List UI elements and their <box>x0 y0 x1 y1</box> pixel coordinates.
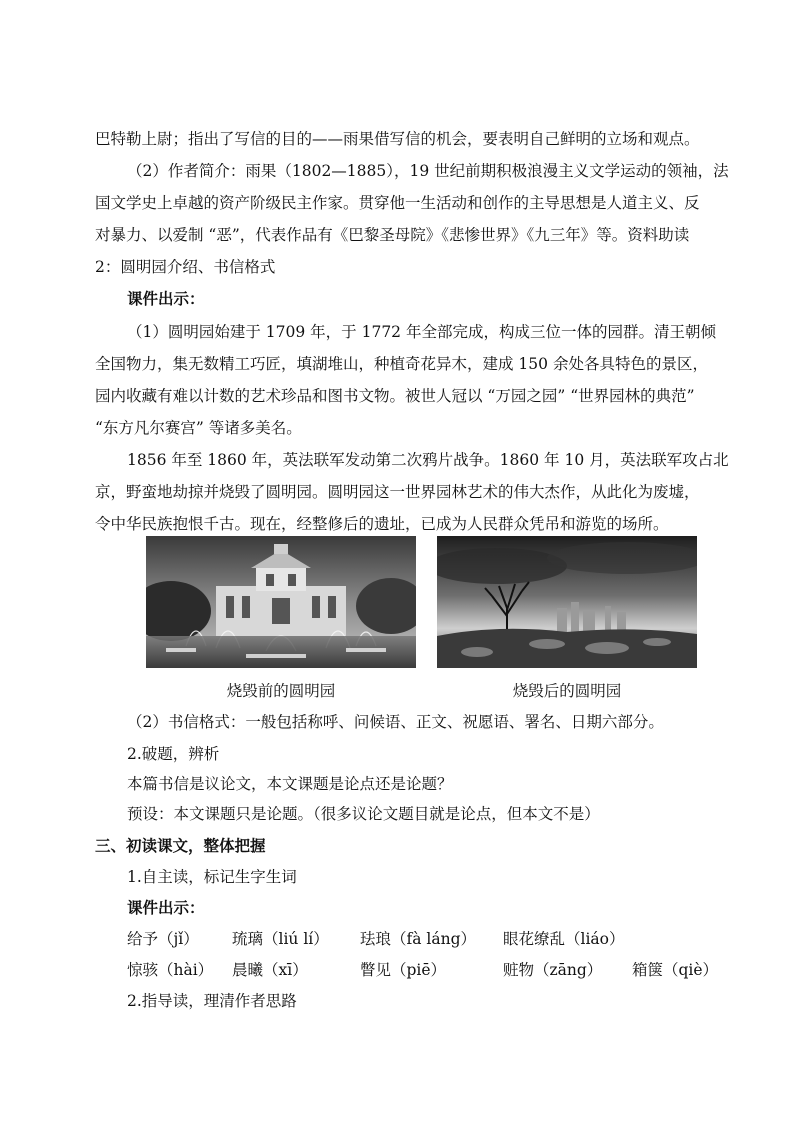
paragraph-line: 巴特勒上尉；指出了写信的目的——雨果借写信的机会，要表明自己鲜明的立场和观点。 <box>95 130 700 148</box>
paragraph-line: 国文学史上卓越的资产阶级民主作家。贯穿他一生活动和创作的主导思想是人道主义、反 <box>95 194 700 212</box>
vocab-item: 给予（jǐ） <box>127 930 199 948</box>
paragraph-line: 全国物力，集无数精工巧匠，填湖堆山，种植奇花异木，建成 150 余处各具特色的景区， <box>95 355 708 373</box>
vocab-item: 箱箧（qiè） <box>632 961 719 979</box>
paragraph-line: 京，野蛮地劫掠并烧毁了圆明园。圆明园这一世界园林艺术的伟大杰作，从此化为废墟， <box>95 483 700 501</box>
courseware-label: 课件出示： <box>127 898 205 917</box>
vocab-item: 瞥见（piē） <box>360 961 447 979</box>
vocab-item: 赃物（zāng） <box>503 961 603 979</box>
subheading: 1.自主读，标记生字生词 <box>127 868 297 886</box>
paragraph-line: （2）书信格式：一般包括称呼、问候语、正文、祝愿语、署名、日期六部分。 <box>127 713 664 731</box>
paragraph-line: “东方凡尔赛宫” 等诸多美名。 <box>95 419 302 437</box>
photo-before-burning <box>146 536 416 668</box>
subheading: 2.指导读，理清作者思路 <box>127 992 297 1010</box>
photo-caption-before: 烧毁前的圆明园 <box>226 682 336 700</box>
paragraph-line: 对暴力、以爱制 “恶”，代表作品有《巴黎圣母院》《悲惨世界》《九三年》等。资料助读 <box>95 226 690 244</box>
paragraph-line: 预设：本文课题只是论题。（很多议论文题目就是论点，但本文不是） <box>127 805 600 823</box>
vocab-item: 晨曦（xī） <box>232 961 308 979</box>
paragraph-line: 令中华民族抱恨千古。现在，经整修后的遗址，已成为人民群众凭吊和游览的场所。 <box>95 515 669 533</box>
paragraph-line: （1）圆明园始建于 1709 年，于 1772 年全部完成，构成三位一体的园群。清王朝倾 <box>127 323 716 341</box>
paragraph-line: 本篇书信是议论文，本文课题是论点还是论题？ <box>127 775 453 793</box>
photo-caption-after: 烧毁后的圆明园 <box>512 682 622 700</box>
vocab-item: 琉璃（liú lí） <box>232 930 329 948</box>
photo-after-burning <box>437 536 697 668</box>
paragraph-line: 园内收藏有难以计数的艺术珍品和图书文物。被世人冠以 “万园之园” “世界园林的典范” <box>95 387 695 405</box>
courseware-label: 课件出示： <box>127 289 205 308</box>
vocab-item: 珐琅（fà láng） <box>360 930 477 948</box>
vocab-item: 眼花缭乱（liáo） <box>503 930 625 948</box>
vocab-item: 惊骇（hài） <box>127 961 214 979</box>
paragraph-line: 1856 年至 1860 年，英法联军发动第二次鸦片战争。1860 年 10 月，英法联军攻占北 <box>127 451 729 469</box>
paragraph-line: （2）作者简介：雨果（1802—1885），19 世纪前期积极浪漫主义文学运动的领袖，法 <box>127 162 729 180</box>
paragraph-line: 2：圆明园介绍、书信格式 <box>95 258 276 276</box>
subheading: 2.破题，辨析 <box>127 745 220 763</box>
section-heading: 三、初读课文，整体把握 <box>95 836 266 855</box>
